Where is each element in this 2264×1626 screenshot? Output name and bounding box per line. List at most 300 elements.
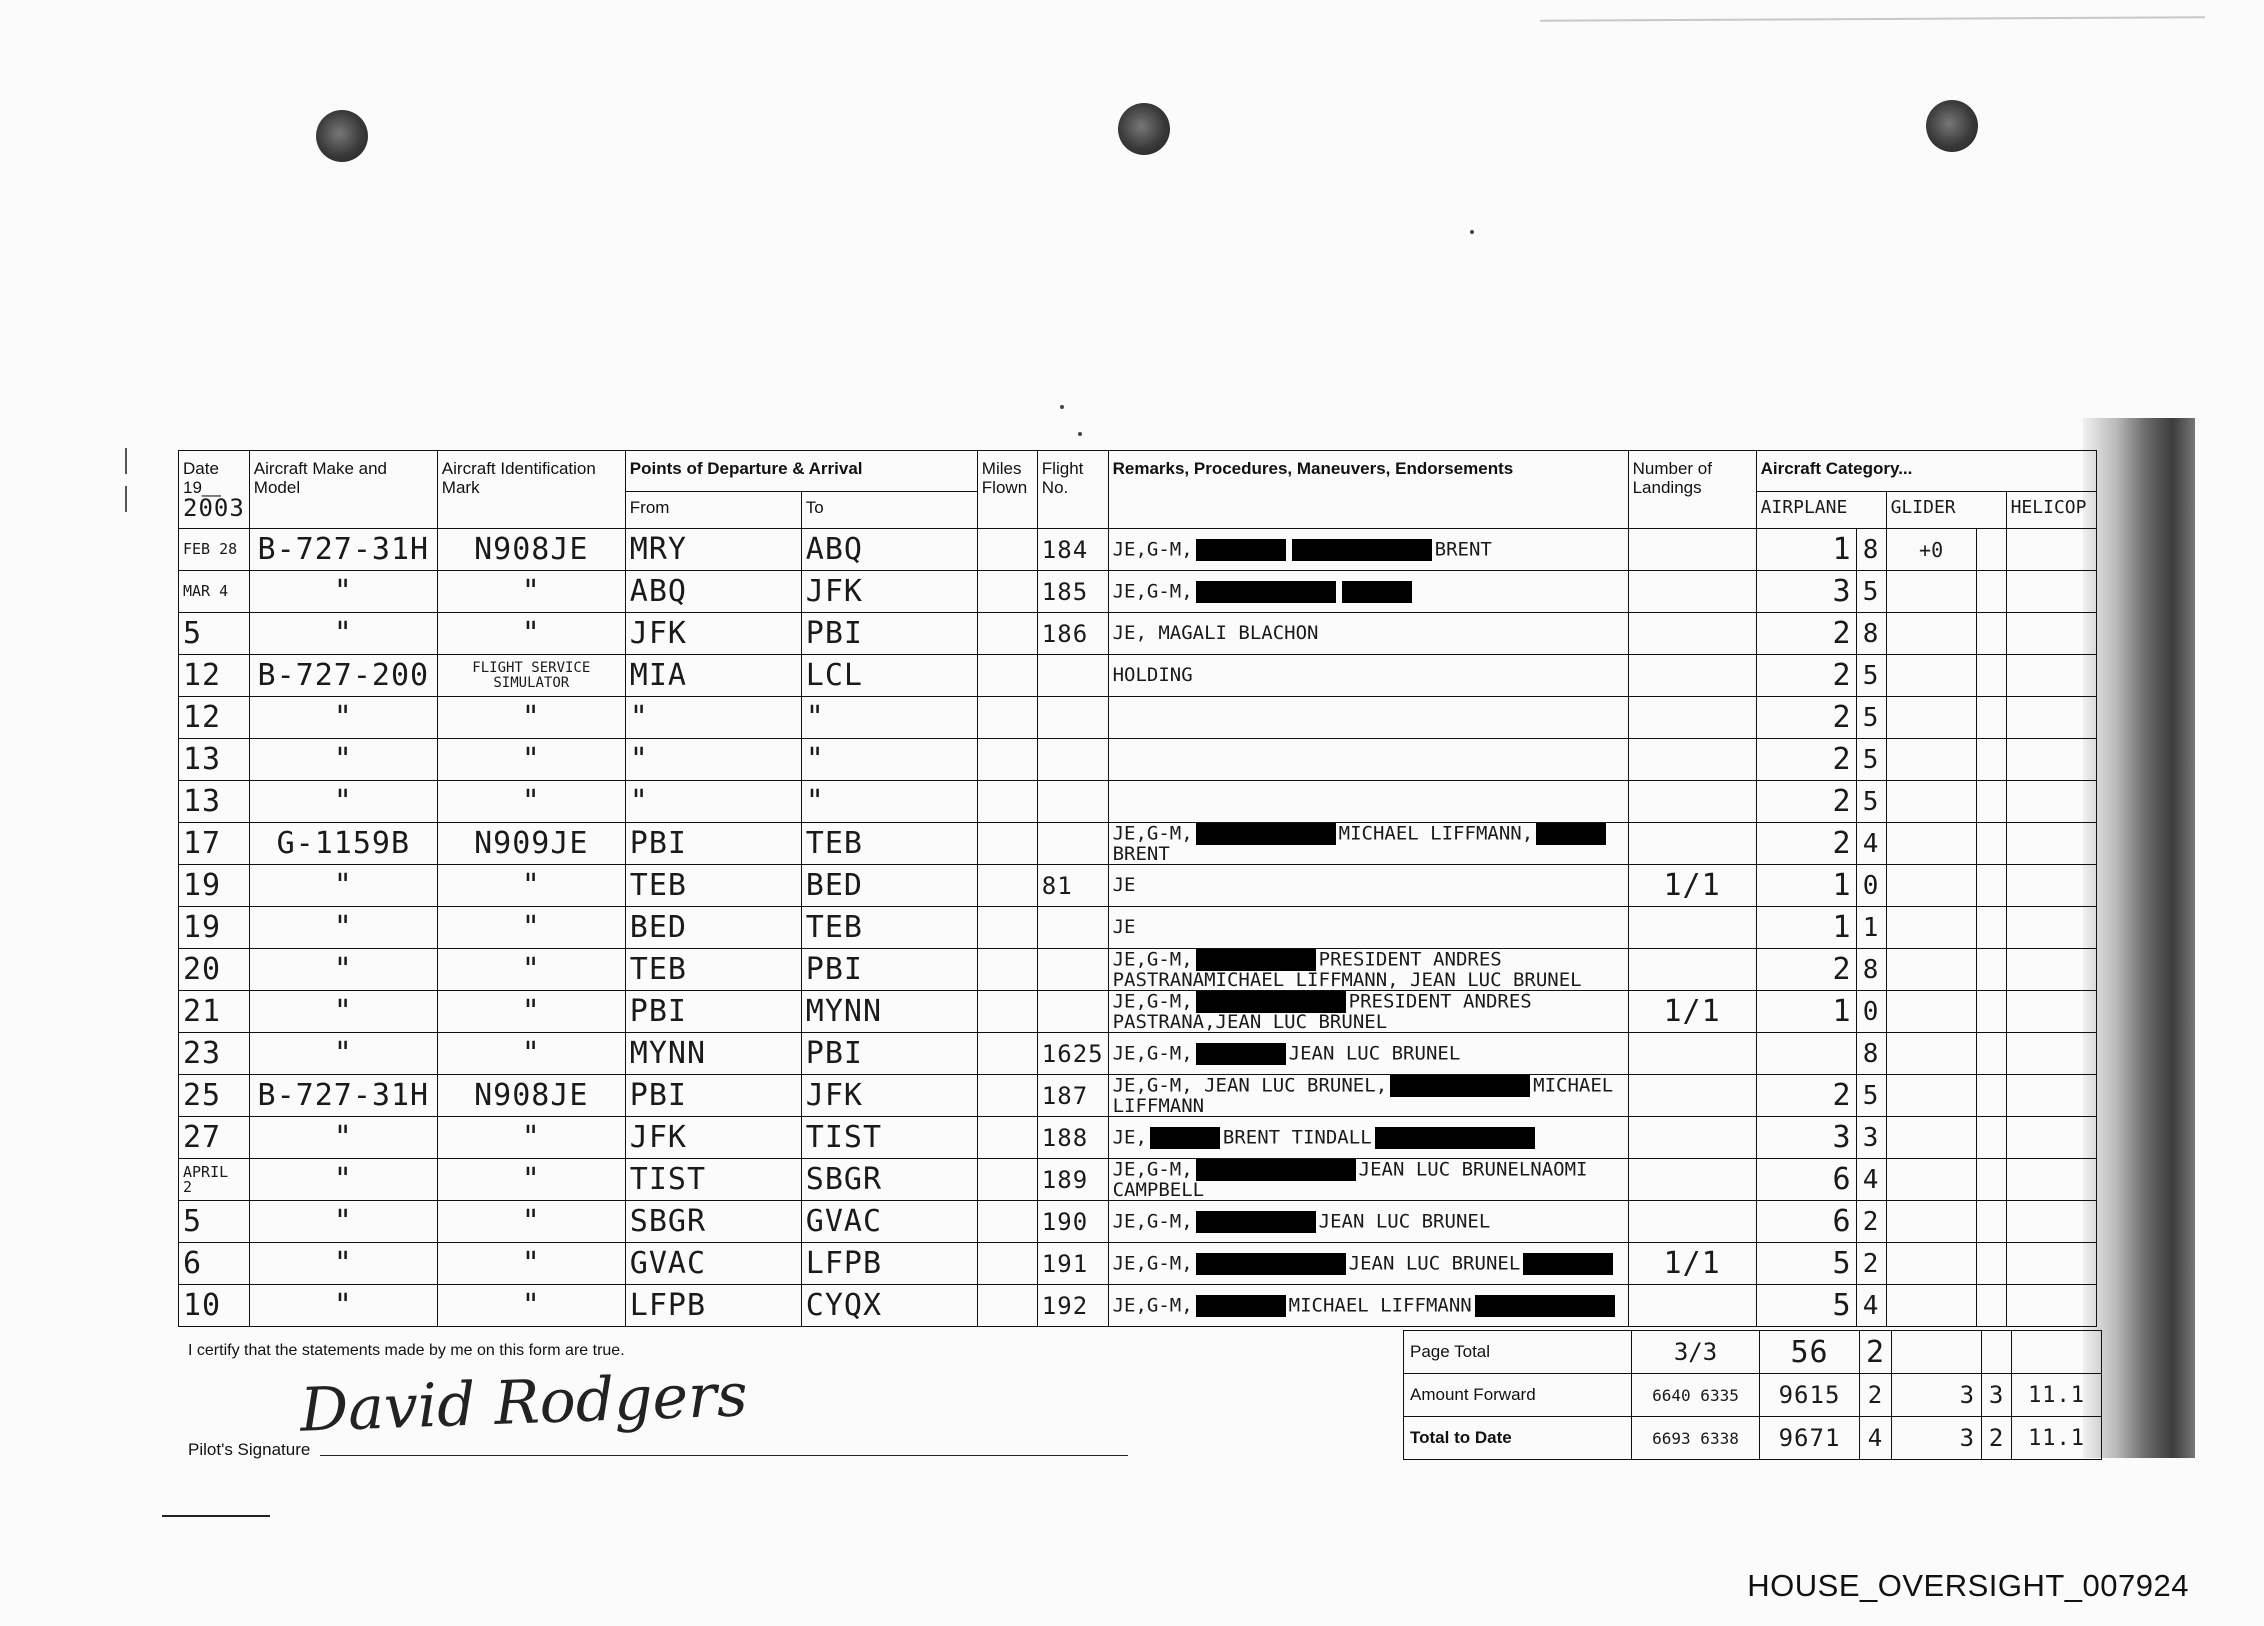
redaction-bar (1196, 539, 1286, 561)
redaction-bar (1196, 1043, 1286, 1065)
row-to: GVAC (801, 1201, 977, 1243)
row-miles (977, 907, 1037, 949)
row-flight (1037, 907, 1108, 949)
row-landings (1628, 529, 1756, 571)
row-date: APRIL 2 (179, 1159, 250, 1201)
row-from: TIST (625, 1159, 801, 1201)
row-miles (977, 697, 1037, 739)
row-remarks (1108, 529, 1628, 571)
row-airplane-tenths: 3 (1856, 1117, 1886, 1159)
logbook-table (178, 450, 2097, 1327)
row-glider-tenths (1976, 1243, 2006, 1285)
row-glider-tenths (1976, 529, 2006, 571)
row-to: CYQX (801, 1285, 977, 1327)
remark-text: JE (1112, 874, 1136, 896)
row-remarks (1108, 949, 1628, 991)
row-remarks (1108, 1117, 1628, 1159)
row-flight: 186 (1037, 613, 1108, 655)
row-miles (977, 1159, 1037, 1201)
row-glider-hours (1886, 1159, 1976, 1201)
points-header: Points of Departure & Arrival (625, 451, 977, 492)
row-miles (977, 1201, 1037, 1243)
row-heli-hours (2006, 697, 2096, 739)
redaction-bar (1196, 1159, 1356, 1181)
row-heli-hours (2006, 739, 2096, 781)
category-header: Aircraft Category... (1756, 451, 2096, 492)
row-ident: " (437, 1033, 625, 1075)
log-row (179, 991, 2097, 1033)
remark-text: JE, MAGALI BLACHON (1112, 622, 1319, 644)
remark-text: PRESIDENT ANDRES PASTRANA, (1112, 990, 1532, 1033)
row-ident: " (437, 571, 625, 613)
redaction-bar (1292, 539, 1432, 561)
row-heli-hours (2006, 1285, 2096, 1327)
row-make-model: " (249, 949, 437, 991)
row-glider-hours: +0 (1886, 529, 1976, 571)
row-date: 25 (179, 1075, 250, 1117)
total-to-date-row (1404, 1417, 2102, 1460)
page-total-heli (2012, 1331, 2102, 1374)
row-airplane-tenths: 5 (1856, 571, 1886, 613)
row-flight (1037, 739, 1108, 781)
row-make-model: " (249, 1285, 437, 1327)
row-from: TEB (625, 865, 801, 907)
make-model-header: Aircraft Make and Model (249, 451, 437, 529)
log-row (179, 907, 2097, 949)
row-miles (977, 823, 1037, 865)
log-row (179, 1159, 2097, 1201)
date-year: 2003 (183, 494, 245, 522)
row-heli-hours (2006, 823, 2096, 865)
row-airplane-tenths: 8 (1856, 1033, 1886, 1075)
remark-text: MICHAEL LIFFMANN (1288, 1294, 1472, 1316)
row-to: PBI (801, 613, 977, 655)
row-ident: N908JE (437, 529, 625, 571)
remark-text: PRESIDENT ANDRES PASTRANA (1112, 948, 1502, 991)
row-glider-hours (1886, 1285, 1976, 1327)
redaction-bar (1196, 823, 1336, 845)
row-airplane-hours: 2 (1756, 781, 1856, 823)
row-airplane-tenths: 8 (1856, 949, 1886, 991)
row-miles (977, 781, 1037, 823)
remark-text: BRENT (1434, 538, 1492, 560)
row-remarks (1108, 655, 1628, 697)
redaction-bar (1390, 1075, 1530, 1097)
row-from: ABQ (625, 571, 801, 613)
row-airplane-hours: 5 (1756, 1285, 1856, 1327)
row-airplane-tenths: 8 (1856, 529, 1886, 571)
row-landings (1628, 1285, 1756, 1327)
redaction-bar (1196, 991, 1346, 1013)
log-row (179, 823, 2097, 865)
miles-header: Miles Flown (977, 451, 1037, 529)
row-flight (1037, 781, 1108, 823)
row-make-model: " (249, 907, 437, 949)
remark-text: JE,G-M, (1112, 990, 1193, 1013)
row-airplane-tenths: 5 (1856, 1075, 1886, 1117)
row-glider-tenths (1976, 907, 2006, 949)
remark-text: JE (1112, 916, 1136, 938)
remark-text: JE,G-M, (1112, 1158, 1193, 1181)
row-ident: " (437, 991, 625, 1033)
remarks-header: Remarks, Procedures, Maneuvers, Endorsements (1108, 451, 1628, 529)
row-glider-tenths (1976, 571, 2006, 613)
row-airplane-tenths: 4 (1856, 1285, 1886, 1327)
pilot-signature-label: Pilot's Signature (188, 1440, 311, 1459)
page-total-glider-tenths (1982, 1331, 2012, 1374)
flight-header: Flight No. (1037, 451, 1108, 529)
remark-text: JE,G-M, (1112, 1210, 1193, 1232)
category-helicopter: HELICOP (2006, 492, 2096, 529)
signature-line (320, 1455, 1128, 1456)
page-total-landings: 3/3 (1632, 1331, 1760, 1374)
row-miles (977, 1285, 1037, 1327)
row-glider-hours (1886, 1075, 1976, 1117)
redaction-bar (1342, 581, 1412, 603)
total-to-date-airplane-tenths: 4 (1860, 1417, 1892, 1460)
row-to: LCL (801, 655, 977, 697)
row-ident: " (437, 949, 625, 991)
row-flight (1037, 655, 1108, 697)
row-to: SBGR (801, 1159, 977, 1201)
row-make-model: " (249, 991, 437, 1033)
row-remarks (1108, 1075, 1628, 1117)
row-glider-tenths (1976, 991, 2006, 1033)
row-miles (977, 1243, 1037, 1285)
row-remarks (1108, 571, 1628, 613)
row-remarks (1108, 781, 1628, 823)
row-miles (977, 739, 1037, 781)
row-flight: 187 (1037, 1075, 1108, 1117)
redaction-bar (1536, 823, 1606, 845)
row-date: 13 (179, 781, 250, 823)
scan-speck (1470, 230, 1474, 234)
ident-header: Aircraft Identification Mark (437, 451, 625, 529)
row-airplane-hours: 1 (1756, 991, 1856, 1033)
row-glider-hours (1886, 1117, 1976, 1159)
redaction-bar (1375, 1127, 1535, 1149)
total-to-date-landings: 6693 6338 (1632, 1417, 1760, 1460)
row-airplane-hours: 2 (1756, 655, 1856, 697)
log-row (179, 613, 2097, 655)
row-heli-hours (2006, 655, 2096, 697)
row-flight: 190 (1037, 1201, 1108, 1243)
row-airplane-hours: 2 (1756, 613, 1856, 655)
total-to-date-glider-tenths: 2 (1982, 1417, 2012, 1460)
row-landings: 1/1 (1628, 1243, 1756, 1285)
row-ident: " (437, 865, 625, 907)
row-ident: " (437, 1201, 625, 1243)
row-heli-hours (2006, 1033, 2096, 1075)
row-landings (1628, 781, 1756, 823)
row-remarks (1108, 739, 1628, 781)
row-miles (977, 571, 1037, 613)
row-ident: N909JE (437, 823, 625, 865)
row-ident: " (437, 1243, 625, 1285)
row-from: " (625, 739, 801, 781)
row-miles (977, 1033, 1037, 1075)
remark-text: JE,G-M, (1112, 538, 1193, 560)
to-header: To (801, 492, 977, 529)
row-remarks (1108, 1243, 1628, 1285)
row-miles (977, 1075, 1037, 1117)
row-to: ABQ (801, 529, 977, 571)
row-remarks (1108, 1201, 1628, 1243)
row-miles (977, 991, 1037, 1033)
amount-forward-glider: 3 (1892, 1374, 1982, 1417)
page-total-label: Page Total (1404, 1331, 1632, 1374)
remark-text: JE,G-M, (1112, 1042, 1193, 1064)
row-flight (1037, 823, 1108, 865)
scan-shadow-edge (2083, 418, 2195, 1458)
row-to: PBI (801, 949, 977, 991)
row-heli-hours (2006, 1201, 2096, 1243)
date-header (179, 451, 250, 529)
page-total-glider (1892, 1331, 1982, 1374)
remark-text: JEAN LUC BRUNEL (1215, 1011, 1388, 1033)
row-miles (977, 949, 1037, 991)
redaction-bar (1150, 1127, 1220, 1149)
row-flight: 185 (1037, 571, 1108, 613)
punch-hole-center (1118, 103, 1170, 155)
row-from: BED (625, 907, 801, 949)
amount-forward-airplane: 9615 (1760, 1374, 1860, 1417)
row-date: 19 (179, 907, 250, 949)
row-airplane-hours (1756, 1033, 1856, 1075)
row-make-model: " (249, 781, 437, 823)
row-date: 5 (179, 1201, 250, 1243)
row-glider-hours (1886, 613, 1976, 655)
row-make-model: " (249, 1243, 437, 1285)
row-landings (1628, 697, 1756, 739)
row-airplane-hours: 2 (1756, 697, 1856, 739)
remark-text: JE, (1112, 1126, 1147, 1148)
remark-text: BRENT (1112, 843, 1170, 865)
row-airplane-tenths: 5 (1856, 739, 1886, 781)
page-edge-line (1540, 16, 2205, 21)
row-make-model: G-1159B (249, 823, 437, 865)
redaction-bar (1196, 1211, 1316, 1233)
row-make-model: " (249, 613, 437, 655)
row-miles (977, 613, 1037, 655)
remark-text: JE,G-M, (1112, 948, 1193, 971)
row-to: TIST (801, 1117, 977, 1159)
row-date: 20 (179, 949, 250, 991)
row-remarks (1108, 697, 1628, 739)
row-ident: N908JE (437, 1075, 625, 1117)
row-glider-hours (1886, 907, 1976, 949)
row-make-model: B-727-200 (249, 655, 437, 697)
row-ident: " (437, 739, 625, 781)
row-date: MAR 4 (179, 571, 250, 613)
row-from: GVAC (625, 1243, 801, 1285)
row-airplane-hours: 1 (1756, 865, 1856, 907)
row-date: 10 (179, 1285, 250, 1327)
row-glider-tenths (1976, 865, 2006, 907)
scan-speck (1078, 432, 1082, 436)
remark-text: JE,G-M, (1112, 1252, 1193, 1274)
row-heli-hours (2006, 1243, 2096, 1285)
row-make-model: " (249, 1201, 437, 1243)
row-glider-hours (1886, 949, 1976, 991)
row-airplane-tenths: 1 (1856, 907, 1886, 949)
total-to-date-airplane: 9671 (1760, 1417, 1860, 1460)
row-miles (977, 529, 1037, 571)
log-row (179, 655, 2097, 697)
remark-text: MICHAEL LIFFMANN, JEAN LUC BRUNEL (1204, 969, 1582, 991)
row-date: 12 (179, 655, 250, 697)
row-airplane-tenths: 2 (1856, 1201, 1886, 1243)
row-flight (1037, 697, 1108, 739)
row-landings (1628, 1159, 1756, 1201)
remark-text: JEAN LUC BRUNEL (1318, 1210, 1491, 1232)
row-ident: " (437, 1117, 625, 1159)
row-landings: 1/1 (1628, 865, 1756, 907)
row-glider-hours (1886, 991, 1976, 1033)
row-glider-tenths (1976, 1117, 2006, 1159)
totals-table (1403, 1330, 2102, 1460)
row-flight: 191 (1037, 1243, 1108, 1285)
row-from: JFK (625, 1117, 801, 1159)
row-to: JFK (801, 571, 977, 613)
row-date: 21 (179, 991, 250, 1033)
row-make-model: " (249, 1159, 437, 1201)
row-heli-hours (2006, 781, 2096, 823)
log-row (179, 1117, 2097, 1159)
log-row (179, 739, 2097, 781)
row-landings (1628, 949, 1756, 991)
row-ident: " (437, 697, 625, 739)
row-glider-tenths (1976, 949, 2006, 991)
row-landings (1628, 1201, 1756, 1243)
row-airplane-hours: 6 (1756, 1159, 1856, 1201)
row-airplane-hours: 5 (1756, 1243, 1856, 1285)
total-to-date-heli: 11.1 (2012, 1417, 2102, 1460)
row-date: FEB 28 (179, 529, 250, 571)
row-flight: 189 (1037, 1159, 1108, 1201)
row-to: TEB (801, 823, 977, 865)
row-make-model: " (249, 1117, 437, 1159)
row-airplane-tenths: 5 (1856, 781, 1886, 823)
row-from: MRY (625, 529, 801, 571)
row-heli-hours (2006, 613, 2096, 655)
row-from: JFK (625, 613, 801, 655)
row-miles (977, 865, 1037, 907)
row-glider-hours (1886, 697, 1976, 739)
remark-text: JEAN LUC BRUNEL (1348, 1252, 1521, 1274)
row-remarks (1108, 1033, 1628, 1075)
row-airplane-hours: 1 (1756, 529, 1856, 571)
row-glider-hours (1886, 865, 1976, 907)
row-ident: " (437, 1285, 625, 1327)
row-date: 23 (179, 1033, 250, 1075)
row-landings (1628, 823, 1756, 865)
row-flight: 188 (1037, 1117, 1108, 1159)
row-make-model: B-727-31H (249, 1075, 437, 1117)
row-make-model: " (249, 1033, 437, 1075)
row-glider-hours (1886, 781, 1976, 823)
row-date: 6 (179, 1243, 250, 1285)
log-row (179, 1033, 2097, 1075)
landings-header: Number of Landings (1628, 451, 1756, 529)
row-make-model: " (249, 739, 437, 781)
row-heli-hours (2006, 571, 2096, 613)
row-date: 13 (179, 739, 250, 781)
remark-text: JE,G-M, JEAN LUC BRUNEL, (1112, 1074, 1388, 1097)
remark-text: BRENT TINDALL (1222, 1126, 1372, 1148)
row-airplane-hours: 2 (1756, 949, 1856, 991)
remark-text: JE,G-M, (1112, 580, 1193, 602)
row-from: PBI (625, 823, 801, 865)
row-date: 19 (179, 865, 250, 907)
log-row (179, 1285, 2097, 1327)
row-landings (1628, 1075, 1756, 1117)
row-glider-hours (1886, 1033, 1976, 1075)
row-flight: 1625 (1037, 1033, 1108, 1075)
row-date: 17 (179, 823, 250, 865)
log-row (179, 529, 2097, 571)
row-remarks (1108, 991, 1628, 1033)
row-landings (1628, 655, 1756, 697)
row-airplane-tenths: 4 (1856, 1159, 1886, 1201)
remark-text: JE,G-M, (1112, 1294, 1193, 1316)
row-to: PBI (801, 1033, 977, 1075)
row-miles (977, 1117, 1037, 1159)
row-to: BED (801, 865, 977, 907)
row-glider-tenths (1976, 823, 2006, 865)
row-airplane-hours: 2 (1756, 739, 1856, 781)
row-remarks (1108, 823, 1628, 865)
row-airplane-tenths: 5 (1856, 697, 1886, 739)
pilot-signature: David Rodgers (298, 1360, 749, 1446)
amount-forward-landings: 6640 6335 (1632, 1374, 1760, 1417)
row-glider-tenths (1976, 1285, 2006, 1327)
row-heli-hours (2006, 529, 2096, 571)
row-glider-hours (1886, 571, 1976, 613)
margin-mark (125, 486, 127, 512)
remark-text: NAOMI CAMPBELL (1112, 1158, 1588, 1201)
redaction-bar (1475, 1295, 1615, 1317)
row-remarks (1108, 865, 1628, 907)
amount-forward-glider-tenths: 3 (1982, 1374, 2012, 1417)
row-from: PBI (625, 1075, 801, 1117)
row-landings (1628, 613, 1756, 655)
row-ident: " (437, 613, 625, 655)
certification-text: I certify that the statements made by me on this form are true. (188, 1342, 625, 1359)
document-id: HOUSE_OVERSIGHT_007924 (1747, 1568, 2189, 1603)
row-heli-hours (2006, 907, 2096, 949)
row-to: " (801, 739, 977, 781)
row-flight (1037, 991, 1108, 1033)
margin-rule (162, 1515, 270, 1517)
total-to-date-glider: 3 (1892, 1417, 1982, 1460)
row-flight: 192 (1037, 1285, 1108, 1327)
redaction-bar (1196, 581, 1336, 603)
row-airplane-tenths: 4 (1856, 823, 1886, 865)
row-airplane-hours: 3 (1756, 571, 1856, 613)
row-make-model: B-727-31H (249, 529, 437, 571)
row-glider-tenths (1976, 1075, 2006, 1117)
row-glider-hours (1886, 1243, 1976, 1285)
log-row (179, 949, 2097, 991)
remark-text: JEAN LUC BRUNEL (1288, 1042, 1461, 1064)
punch-hole-left (316, 110, 368, 162)
row-airplane-hours: 2 (1756, 823, 1856, 865)
row-landings (1628, 1117, 1756, 1159)
row-from: SBGR (625, 1201, 801, 1243)
from-header: From (625, 492, 801, 529)
row-glider-tenths (1976, 781, 2006, 823)
